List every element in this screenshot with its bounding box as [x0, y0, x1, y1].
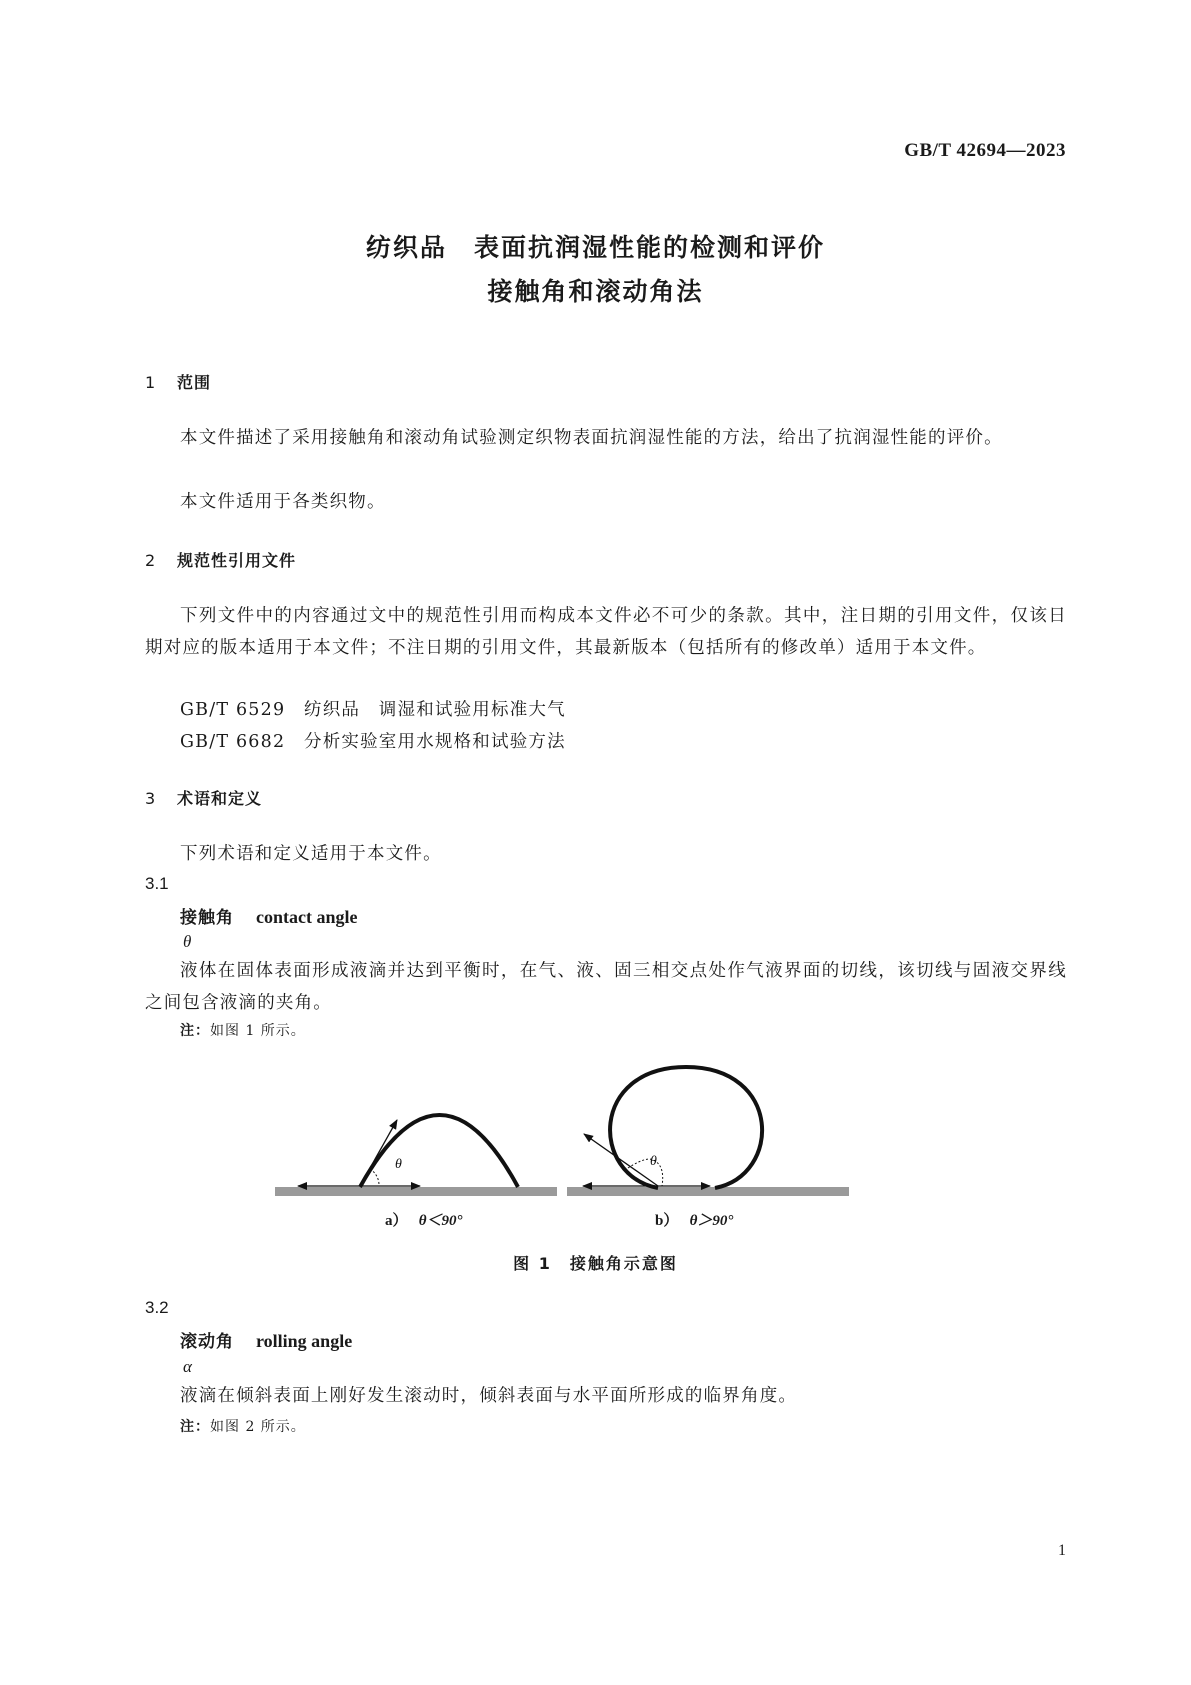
section-number: 2: [145, 551, 157, 570]
term-rolling-angle: [180, 1327, 352, 1352]
section-2-para-1: 下列文件中的内容通过文中的规范性引用而构成本文件必不可少的条款。其中，注日期的引用文件，仅该日期对应的版本适用于本文件；不注日期的引用文件，其最新版本（包括所有的修改单）适用于本文件。: [145, 606, 1067, 658]
term-chinese: 接触角: [180, 908, 234, 928]
section-1-para-2: 本文件适用于各类织物。: [180, 492, 386, 512]
theta-label-b: θ: [650, 1154, 657, 1169]
rolling-angle-definition: 液滴在倾斜表面上刚好发生滚动时，倾斜表面与水平面所形成的临界角度。: [180, 1386, 798, 1406]
clause-3-2-number: 3.2: [145, 1298, 169, 1317]
note-text: 如图 2 所示。: [210, 1419, 306, 1435]
section-number: 3: [145, 789, 157, 808]
figure-1a-caption: [385, 1209, 463, 1230]
note-figure-2: [180, 1416, 306, 1436]
reference-gbt-6682: GB/T 6682 分析实验室用水规格和试验方法: [180, 732, 566, 752]
subfigure-label-b: b）: [655, 1213, 679, 1229]
section-1-heading: [145, 370, 211, 393]
term-symbol-theta: θ: [183, 932, 192, 951]
droplet-profile-b: [610, 1067, 762, 1188]
note-label: 注：: [180, 1419, 210, 1435]
droplet-profile-a: [360, 1115, 518, 1187]
term-symbol-alpha: α: [183, 1357, 192, 1376]
section-title: 规范性引用文件: [177, 551, 297, 570]
tangent-arrow-b: [584, 1134, 658, 1186]
page-number: 1: [1058, 1542, 1066, 1559]
note-figure-1: [180, 1020, 306, 1040]
subfigure-expr-b: θ＞90°: [689, 1213, 734, 1229]
figure-1-title: 图 1 接触角示意图: [513, 1254, 678, 1273]
section-2-heading: [145, 548, 296, 571]
contact-angle-definition: 液体在固体表面形成液滴并达到平衡时，在气、液、固三相交点处作气液界面的切线，该切线与固液交界线之间包含液滴的夹角。: [145, 961, 1067, 1013]
angle-arc-b: [628, 1159, 663, 1186]
section-title: 范围: [177, 373, 212, 392]
term-english: contact angle: [256, 907, 358, 927]
section-3-heading: [145, 786, 262, 809]
note-label: 注：: [180, 1023, 210, 1039]
term-contact-angle: [180, 903, 357, 928]
subfigure-label-a: a）: [385, 1213, 408, 1229]
figure-1-diagram: [270, 1055, 860, 1215]
clause-3-1-number: 3.1: [145, 874, 169, 893]
section-1-para-1: 本文件描述了采用接触角和滚动角试验测定织物表面抗润湿性能的方法，给出了抗润湿性能的评价。: [180, 428, 1003, 448]
theta-label-a: θ: [395, 1157, 402, 1172]
term-chinese: 滚动角: [180, 1332, 234, 1352]
section-3-intro: 下列术语和定义适用于本文件。: [180, 844, 442, 864]
document-title-line2: 接触角和滚动角法: [487, 277, 704, 306]
subfigure-expr-a: θ＜90°: [418, 1213, 463, 1229]
solid-surface-a: [275, 1187, 557, 1196]
reference-gbt-6529: GB/T 6529 纺织品 调湿和试验用标准大气: [180, 700, 566, 720]
solid-surface-b: [567, 1187, 849, 1196]
term-english: rolling angle: [256, 1331, 353, 1351]
section-title: 术语和定义: [177, 789, 263, 808]
document-title-line1: 纺织品 表面抗润湿性能的检测和评价: [365, 233, 825, 262]
note-text: 如图 1 所示。: [210, 1023, 306, 1039]
section-number: 1: [145, 373, 157, 392]
standard-number: GB/T 42694—2023: [904, 140, 1066, 161]
tangent-arrow-a: [360, 1120, 397, 1186]
figure-1b-caption: [655, 1209, 733, 1230]
